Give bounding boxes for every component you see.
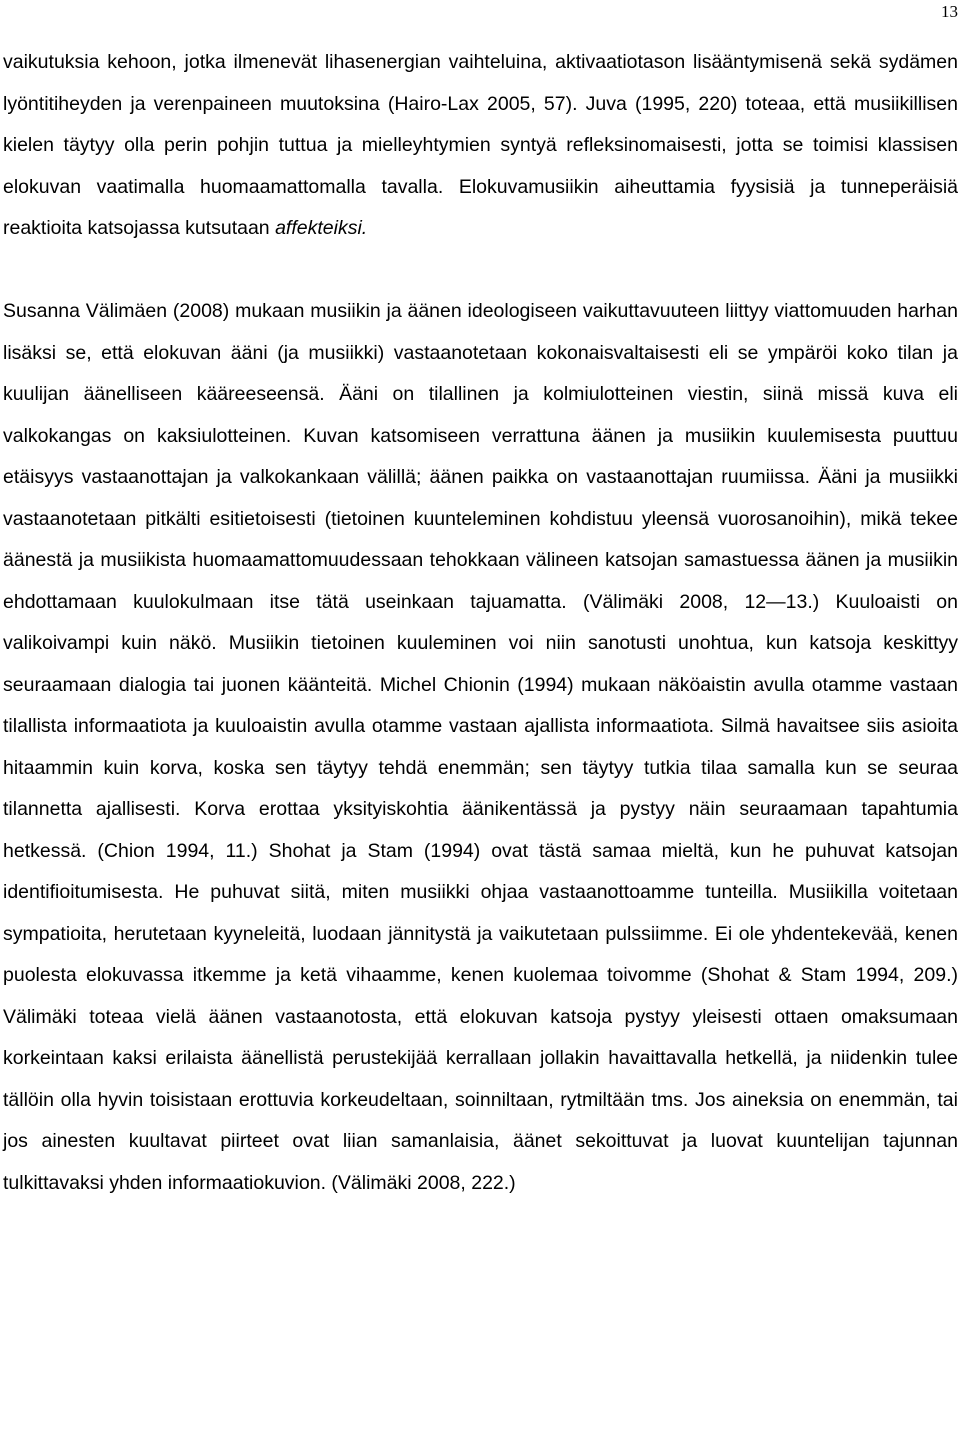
paragraph-1-text: vaikutuksia kehoon, jotka ilmenevät lihasenergian vaihteluina, aktivaatiotason lisääntymisenä sekä sydämen lyöntitiheyden ja verenpaineen muutoksina (Hairo-Lax 2005, 57). Juva (1995, 220) toteaa, että musiikillisen kielen täytyy olla perin pohjin tuttua ja mielleyhtymien syntyä refleksinomaisesti, jotta se toimisi klassisen elokuvan vaatimalla huomaamattomalla tavalla. Elokuvamusiikin aiheuttamia fyysisiä ja tunneperäisiä reaktioita katsojassa kutsutaan — [3, 51, 958, 239]
paragraph-1-italic-term: affekteiksi. — [275, 217, 368, 239]
paragraph-2: Susanna Välimäen (2008) mukaan musiikin ja äänen ideologiseen vaikuttavuuteen liittyy viattomuuden harhan lisäksi se, että elokuvan ääni (ja musiikki) vastaanotetaan kokonaisvaltaisesti eli se ympäröi koko tilan ja kuulijan äänelliseen kääreeseensä. Ääni on tilallinen ja kolmiulotteinen viestin, siinä missä kuva eli valkokangas on kaksiulotteinen. Kuvan katsomiseen verrattuna äänen ja musiikin kuulemisesta puuttuu etäisyys vastaanottajan ja valkokankaan välillä; äänen paikka on vastaanottajan ruumiissa. Ääni ja musiikki vastaanotetaan pitkälti esitietoisesti (tietoinen kuunteleminen kohdistuu yleensä vuorosanoihin), mikä tekee äänestä ja musiikista huomaamattomuudessaan tehokkaan välineen katsojan samastuessa äänen ja musiikin ehdottamaan kuulokulmaan itse tätä useinkaan tajuamatta. (Välimäki 2008, 12—13.) Kuuloaisti on valikoivampi kuin näkö. Musiikin tietoinen kuuleminen voi niin sanotusti unohtua, kun katsoja keskittyy seuraamaan dialogia tai juonen käänteitä. Michel Chionin (1994) mukaan näköaistin avulla otamme vastaan tilallista informaatiota ja kuuloaistin avulla otamme vastaan ajallista informaatiota. Silmä havaitsee siis asioita hitaammin kuin korva, koska sen täytyy tehdä enemmän; sen täytyy tutkia tilaa samalla kun se seuraa tilannetta ajallisesti. Korva erottaa yksityiskohtia äänikentässä ja pystyy näin seuraamaan tapahtumia hetkessä. (Chion 1994, 11.) Shohat ja Stam (1994) ovat tästä samaa mieltä, kun he puhuvat katsojan identifioitumisesta. He puhuvat siitä, miten musiikki ohjaa vastaanottoamme tunteilla. Musiikilla voitetaan sympatioita, herutetaan kyyneleitä, luodaan jännitystä ja vaikutetaan pulssiimme. Ei ole yhdentekevää, kenen puolesta elokuvassa itkemme ja ketä vihaamme, kenen kuolemaa toivomme (Shohat & Stam 1994, 209.) Välimäki toteaa vielä äänen vastaanotosta, että elokuvan katsoja pystyy yleisesti ottaen omaksumaan korkeintaan kaksi erilaista äänellistä perustekijää kerrallaan jollakin havaittavalla hetkellä, ja niidenkin tulee tällöin olla hyvin toisistaan erottuvia korkeudeltaan, soinniltaan, rytmiltään tms. Jos aineksia on enemmän, tai jos ainesten kuultavat piirteet ovat liian samanlaisia, äänet sekoittuvat ja luovat kuuntelijan tajunnan tulkittavaksi yhden informaatiokuvion. (Välimäki 2008, 222.) — [3, 300, 958, 1194]
document-body — [3, 42, 958, 1204]
paragraph-spacer — [3, 250, 958, 292]
paragraph-1 — [3, 42, 958, 250]
page-number: 13 — [941, 2, 958, 21]
